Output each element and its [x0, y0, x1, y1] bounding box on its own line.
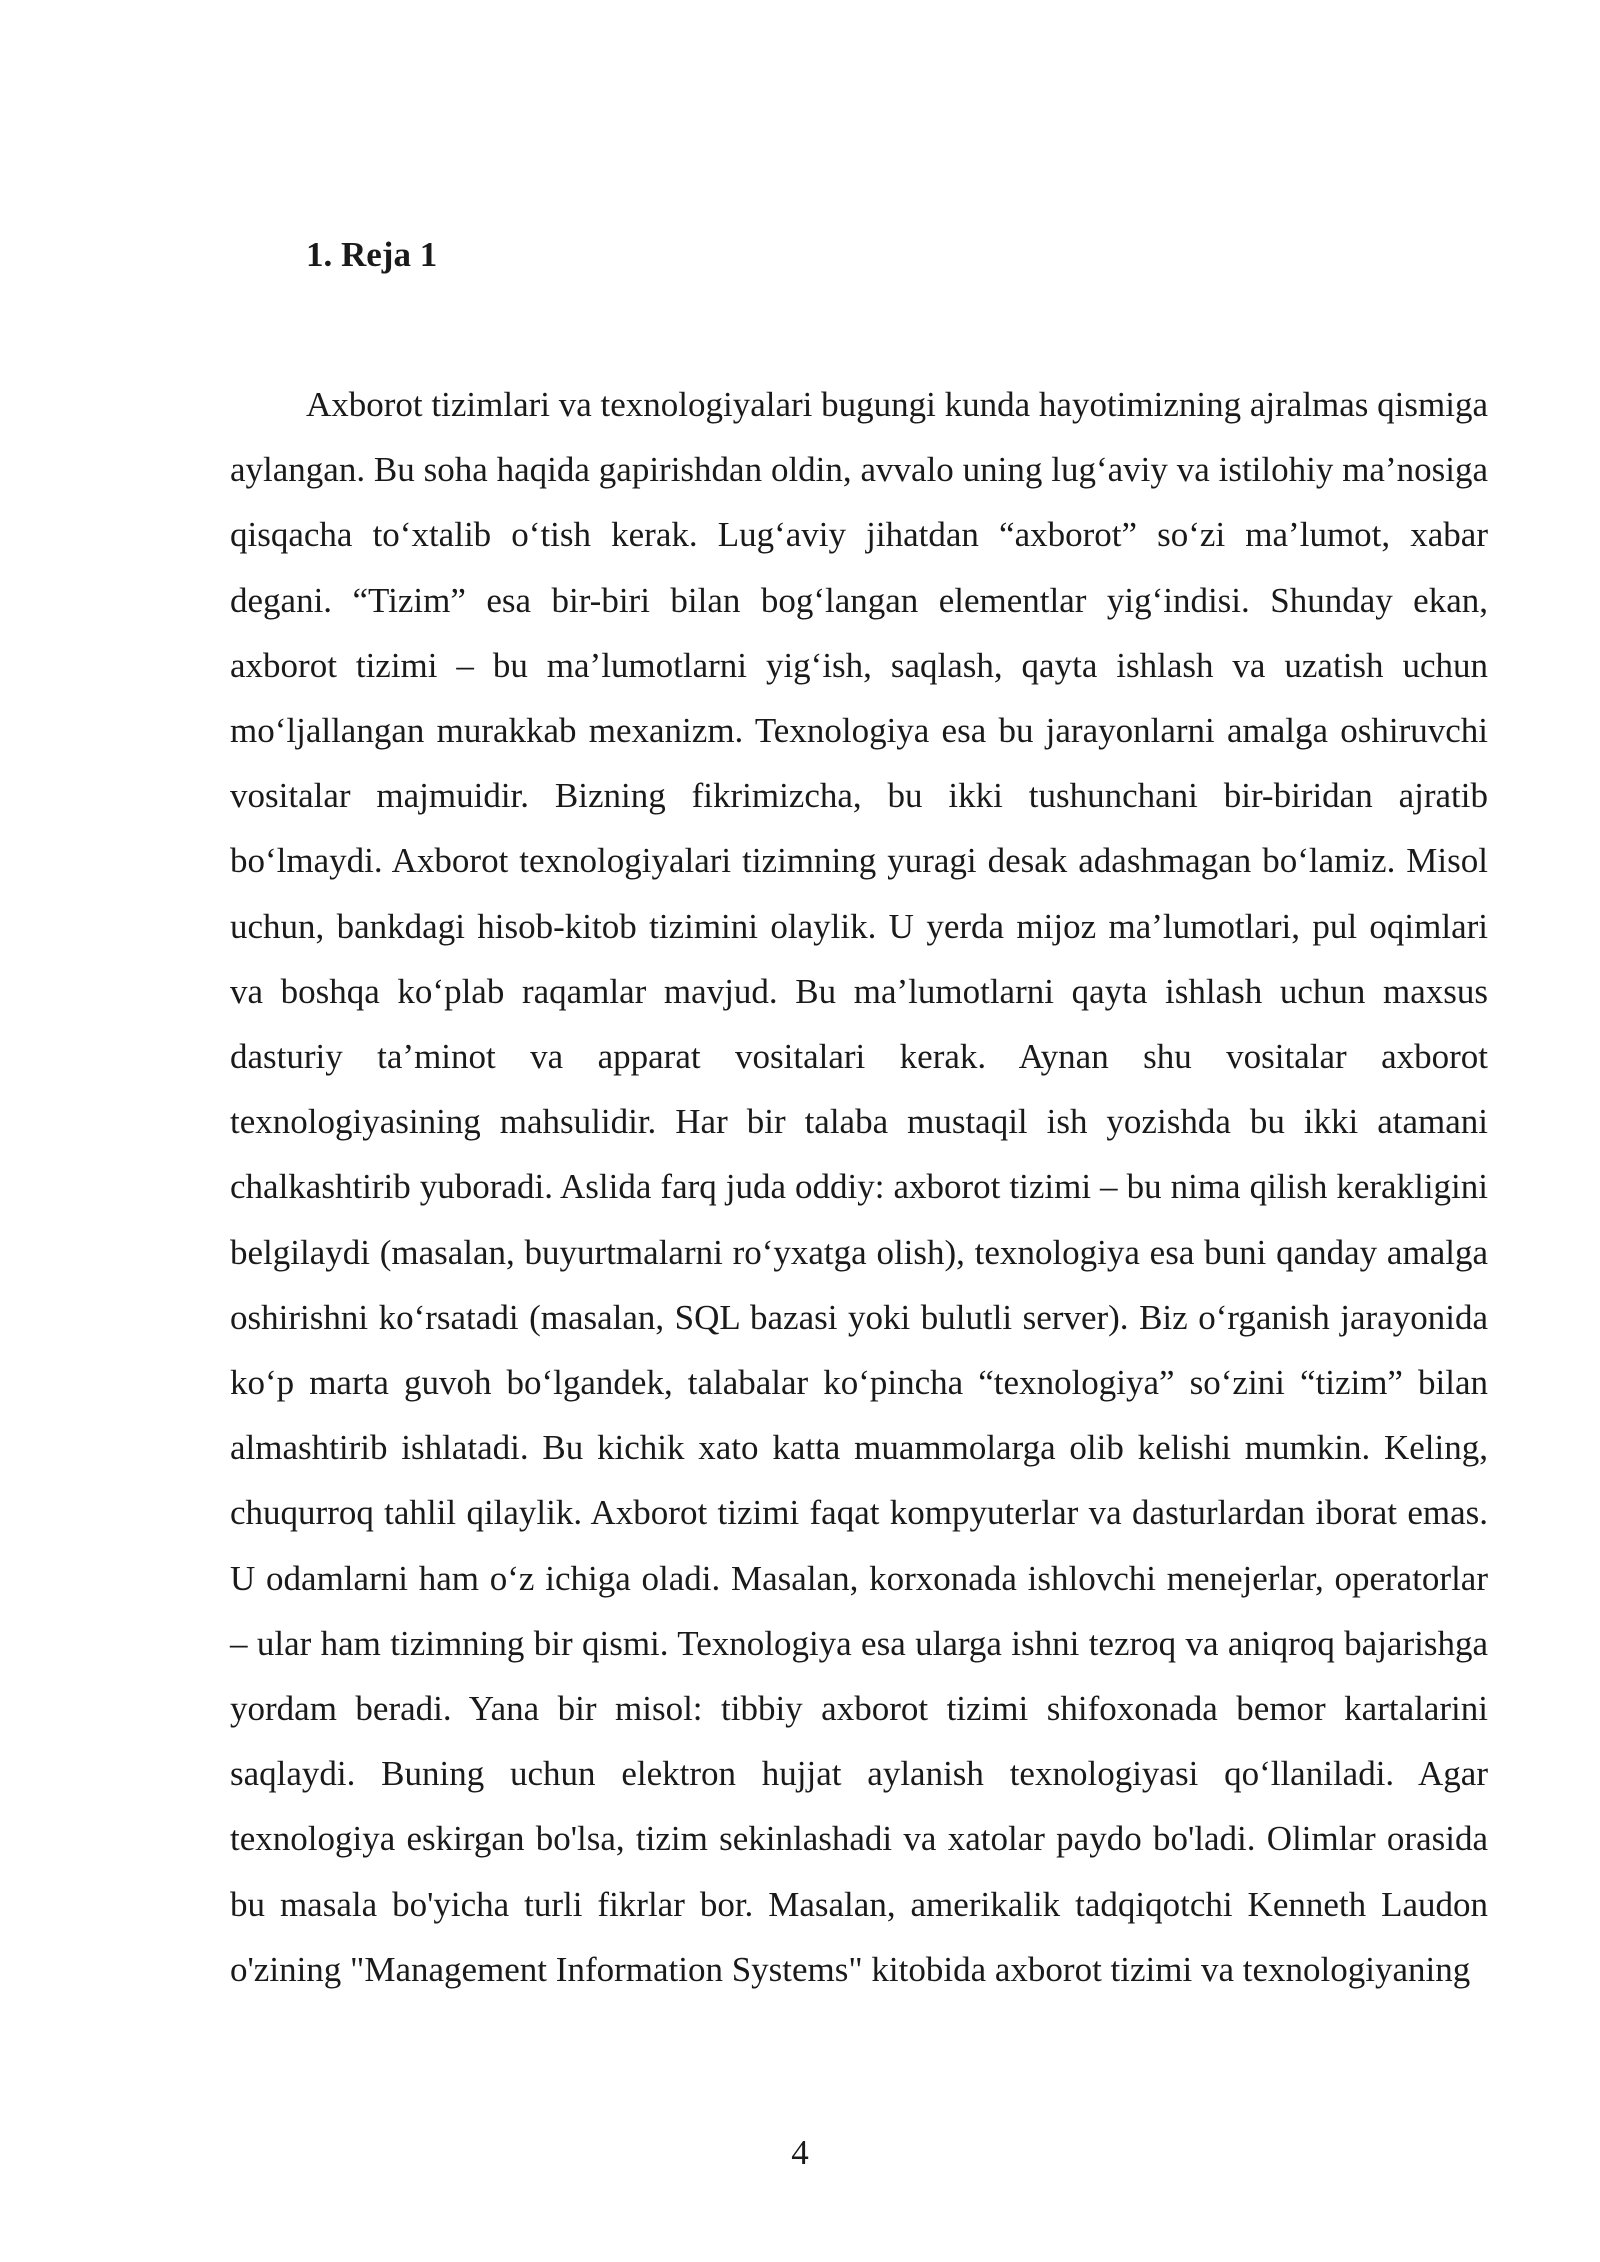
section-heading: 1. Reja 1 — [306, 235, 438, 274]
page-number: 4 — [791, 2133, 809, 2172]
body-paragraph: Axborot tizimlari va texnologiyalari bugungi kunda hayotimizning ajralmas qismiga aylangan. Bu soha haqida gapirishdan oldin, avvalo uning lug‘aviy va istilohiy ma’nosiga qisqacha to‘xtalib o‘tish kerak. Lug‘aviy jihatdan “axborot” so‘zi ma’lumot, xabar degani. “Tizim” esa bir-biri bilan bog‘langan elementlar yig‘indisi. Shunday ekan, axborot tizimi – bu ma’lumotlarni yig‘ish, saqlash, qayta ishlash va uzatish uchun mo‘ljallangan murakkab mexanizm. Texnologiya esa bu jarayonlarni amalga oshiruvchi vositalar majmuidir. Bizning fikrimizcha, bu ikki tushunchani bir-biridan ajratib bo‘lmaydi. Axborot texnologiyalari tizimning yuragi desak adashmagan bo‘lamiz. Misol uchun, bankdagi hisob-kitob tizimini olaylik. U yerda mijoz ma’lumotlari, pul oqimlari va boshqa ko‘plab raqamlar mavjud. Bu ma’lumotlarni qayta ishlash uchun maxsus dasturiy ta’minot va apparat vositalari kerak. Aynan shu vositalar axborot texnologiyasining mahsulidir. Har bir talaba mustaqil ish yozishda bu ikki atamani chalkashtirib yuboradi. Aslida farq juda oddiy: axborot tizimi – bu nima qilish kerakligini belgilaydi (masalan, buyurtmalarni ro‘yxatga olish), texnologiya esa buni qanday amalga oshirishni ko‘rsatadi (masalan, SQL bazasi yoki bulutli server). Biz o‘rganish jarayonida ko‘p marta guvoh bo‘lgandek, talabalar ko‘pincha “texnologiya” so‘zini “tizim” bilan almashtirib ishlatadi. Bu kichik xato katta muammolarga olib kelishi mumkin. Keling, chuqurroq tahlil qilaylik. Axborot tizimi faqat kompyuterlar va dasturlardan iborat emas. U odamlarni ham o‘z ichiga oladi. Masalan, korxonada ishlovchi menejerlar, operatorlar – ular ham tizimning bir qismi. Texnologiya esa ularga ishni tezroq va aniqroq bajarishga yordam beradi. Yana bir misol: tibbiy axborot tizimi shifoxonada bemor kartalarini saqlaydi. Buning uchun elektron hujjat aylanish texnologiyasi qo‘llaniladi. Agar texnologiya eskirgan bo'lsa, tizim sekinlashadi va xatolar paydo bo'ladi. Olimlar orasida bu masala bo'yicha turli fikrlar bor. Masalan, amerikalik tadqiqotchi Kenneth Laudon o'zining "Management Information Systems" kitobida axborot tizimi va texnologiyaning — [230, 385, 1488, 1989]
